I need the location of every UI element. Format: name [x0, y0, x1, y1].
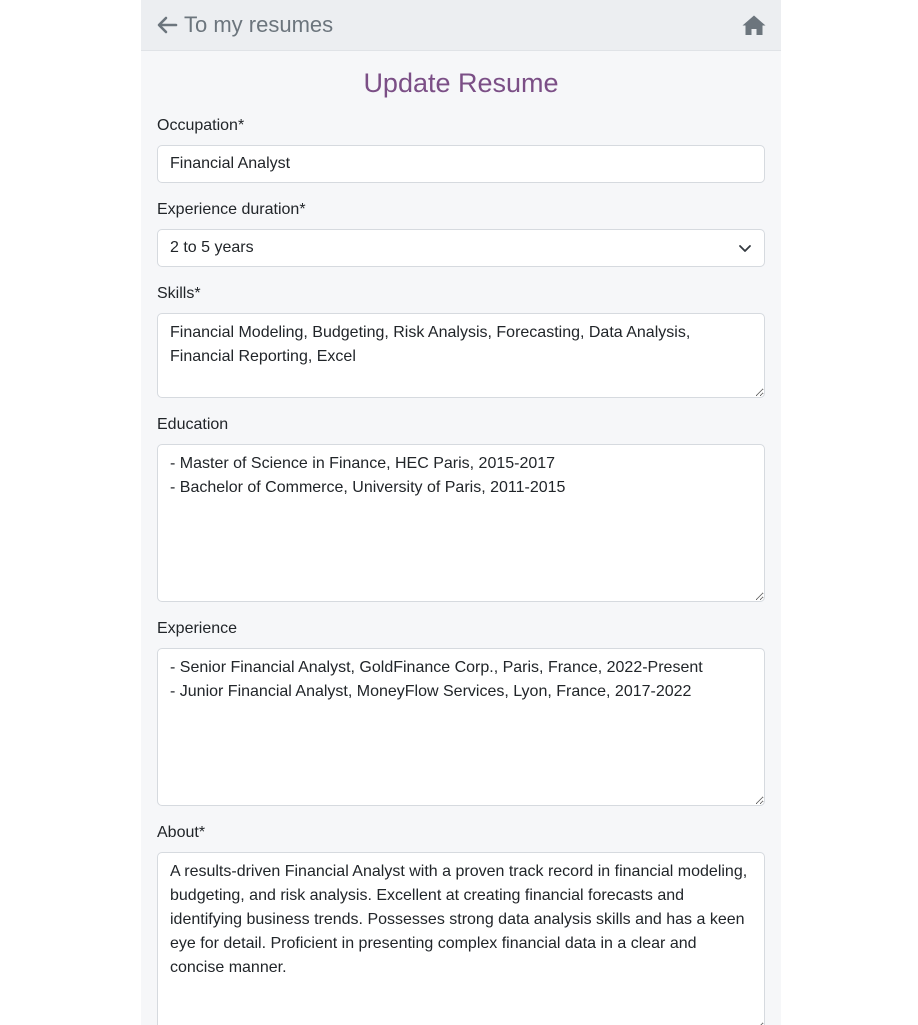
top-bar: [141, 0, 781, 51]
experience-label: Experience: [157, 620, 238, 637]
experience-duration-label: Experience duration*: [157, 201, 306, 218]
skills-textarea[interactable]: [157, 313, 765, 398]
occupation-label: Occupation*: [157, 117, 245, 134]
about-textarea[interactable]: [157, 852, 765, 1025]
experience-duration-select[interactable]: [157, 229, 765, 267]
occupation-input[interactable]: [157, 145, 765, 183]
chevron-down-icon: [738, 243, 752, 253]
home-icon[interactable]: [741, 14, 767, 36]
arrow-left-icon: [156, 15, 178, 35]
education-textarea[interactable]: [157, 444, 765, 602]
back-to-resumes-link[interactable]: [156, 12, 333, 38]
resume-panel: [141, 0, 781, 1025]
skills-label: Skills*: [157, 285, 201, 302]
about-label: About*: [157, 824, 206, 841]
experience-duration-value: 2 to 5 years: [170, 239, 254, 256]
education-label: Education: [157, 416, 229, 433]
experience-textarea[interactable]: [157, 648, 765, 806]
back-link-label: To my resumes: [184, 12, 334, 37]
resume-form: [141, 67, 781, 1025]
page-title: Update Resume: [363, 68, 559, 98]
